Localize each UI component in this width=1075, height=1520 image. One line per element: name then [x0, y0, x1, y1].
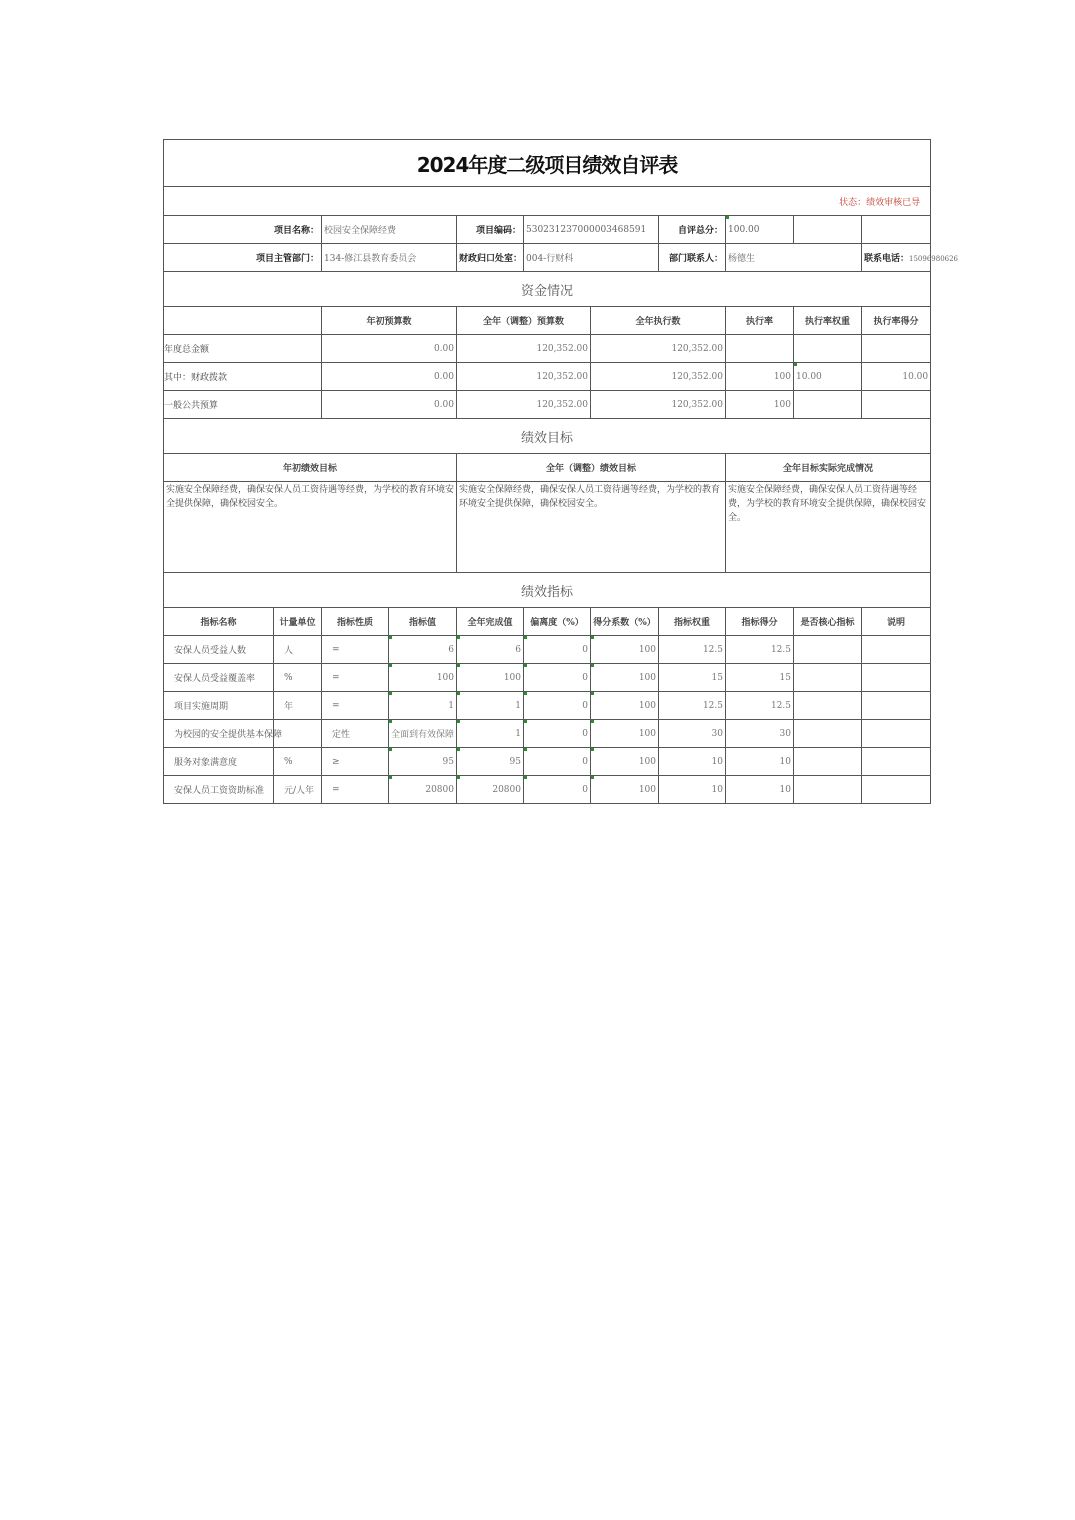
funds-cell: 0.00 — [322, 391, 457, 419]
funds-row-label: 其中：财政拨款 — [164, 363, 322, 391]
indicator-cell: 30 — [726, 720, 794, 748]
indicator-cell: % — [274, 748, 322, 776]
funds-cell: 100 — [726, 391, 794, 419]
indicator-name: 安保人员受益人数 — [164, 636, 274, 664]
indicator-header: 说明 — [862, 608, 931, 636]
phone-value — [862, 244, 959, 272]
page-title: 2024年度二级项目绩效自评表 — [164, 140, 931, 187]
indicator-name: 为校园的安全提供基本保障 — [164, 720, 274, 748]
indicator-header: 得分系数（%） — [591, 608, 659, 636]
funds-cell: 10.00 — [862, 363, 931, 391]
indicator-cell: 10 — [726, 748, 794, 776]
indicator-header: 指标性质 — [322, 608, 389, 636]
table-row — [164, 391, 931, 419]
indicator-cell: 0 — [524, 776, 591, 804]
funds-cell — [794, 391, 862, 419]
contact-value: 杨德生 — [726, 244, 862, 272]
indicator-header: 指标名称 — [164, 608, 274, 636]
indicator-cell: 100 — [591, 664, 659, 692]
indicator-header: 全年完成值 — [457, 608, 524, 636]
indicator-cell: 12.5 — [726, 636, 794, 664]
table-row — [164, 692, 931, 720]
funds-header: 年初预算数 — [322, 307, 457, 335]
phone-number: 15096980626 — [909, 255, 959, 263]
goals-header: 年初绩效目标 — [164, 454, 457, 482]
funds-cell: 100 — [726, 363, 794, 391]
funds-cell: 0.00 — [322, 335, 457, 363]
indicator-cell — [862, 692, 931, 720]
indicator-cell: 0 — [524, 692, 591, 720]
project-code-value: 530231237000003468591 — [524, 216, 659, 244]
indicator-cell: 20800 — [389, 776, 457, 804]
indicator-cell: 12.5 — [659, 692, 726, 720]
indicator-cell: 1 — [457, 720, 524, 748]
table-row — [164, 720, 931, 748]
indicator-cell: 元/人年 — [274, 776, 322, 804]
indicator-cell: 30 — [659, 720, 726, 748]
indicator-cell: 12.5 — [659, 636, 726, 664]
goal-text-actual: 实施安全保障经费，确保安保人员工资待遇等经费，为学校的教育环境安全提供保障，确保校园安全。 — [726, 482, 931, 573]
indicator-cell: 6 — [457, 636, 524, 664]
phone-label: 联系电话： — [864, 254, 910, 264]
indicator-cell: 0 — [524, 664, 591, 692]
funds-cell: 120,352.00 — [591, 363, 726, 391]
indicator-cell: = — [322, 692, 389, 720]
indicator-cell: = — [322, 776, 389, 804]
evaluation-table — [163, 139, 959, 804]
funds-cell — [726, 335, 794, 363]
indicator-cell: 定性 — [322, 720, 389, 748]
indicator-cell: 15 — [659, 664, 726, 692]
table-row — [164, 363, 931, 391]
table-row — [164, 664, 931, 692]
indicator-cell: ≥ — [322, 748, 389, 776]
goal-text-adjusted: 实施安全保障经费，确保安保人员工资待遇等经费，为学校的教育环境安全提供保障，确保校园安全。 — [457, 482, 726, 573]
funds-cell: 10.00 — [794, 363, 862, 391]
indicator-cell: 15 — [726, 664, 794, 692]
dept-label: 项目主管部门： — [164, 244, 322, 272]
indicator-cell — [862, 720, 931, 748]
funds-row-label: 一般公共预算 — [164, 391, 322, 419]
evaluation-sheet — [163, 139, 959, 804]
goals-header: 全年目标实际完成情况 — [726, 454, 931, 482]
indicator-header: 指标得分 — [726, 608, 794, 636]
table-row — [164, 636, 931, 664]
indicator-cell: 100 — [591, 748, 659, 776]
goal-text-initial: 实施安全保障经费，确保安保人员工资待遇等经费，为学校的教育环境安全提供保障，确保校园安全。 — [164, 482, 457, 573]
funds-cell: 120,352.00 — [457, 363, 591, 391]
indicators-section-title: 绩效指标 — [164, 573, 931, 608]
indicator-cell — [862, 748, 931, 776]
indicator-cell: 100 — [389, 664, 457, 692]
indicator-cell: 年 — [274, 692, 322, 720]
indicator-cell: % — [274, 664, 322, 692]
indicator-cell: = — [322, 664, 389, 692]
empty-cell — [862, 216, 931, 244]
indicator-cell: 20800 — [457, 776, 524, 804]
funds-section-title: 资金情况 — [164, 272, 931, 307]
indicator-cell — [862, 636, 931, 664]
funds-cell: 0.00 — [322, 363, 457, 391]
indicator-header: 计量单位 — [274, 608, 322, 636]
indicator-cell — [794, 720, 862, 748]
indicator-cell: 0 — [524, 636, 591, 664]
goals-section-title: 绩效目标 — [164, 419, 931, 454]
indicator-cell — [862, 664, 931, 692]
indicator-cell — [794, 748, 862, 776]
funds-cell: 120,352.00 — [591, 391, 726, 419]
indicator-cell: 全面到有效保障 — [389, 720, 457, 748]
indicator-cell: 10 — [659, 748, 726, 776]
funds-row-label: 年度总金额 — [164, 335, 322, 363]
indicator-cell: 1 — [457, 692, 524, 720]
finance-value: 004-行财科 — [524, 244, 659, 272]
funds-cell — [862, 391, 931, 419]
indicator-cell — [862, 776, 931, 804]
table-row — [164, 748, 931, 776]
indicator-cell — [794, 776, 862, 804]
indicator-name: 安保人员受益覆盖率 — [164, 664, 274, 692]
indicator-cell: 12.5 — [726, 692, 794, 720]
empty-cell — [794, 216, 862, 244]
indicator-cell: 10 — [659, 776, 726, 804]
indicator-cell: 0 — [524, 748, 591, 776]
indicator-cell — [794, 664, 862, 692]
dept-value: 134-修江县教育委员会 — [322, 244, 457, 272]
funds-header: 全年（调整）预算数 — [457, 307, 591, 335]
indicator-cell: 6 — [389, 636, 457, 664]
funds-header: 执行率得分 — [862, 307, 931, 335]
funds-header: 执行率权重 — [794, 307, 862, 335]
indicator-header: 指标权重 — [659, 608, 726, 636]
finance-label: 财政归口处室： — [457, 244, 524, 272]
indicator-header: 是否核心指标 — [794, 608, 862, 636]
self-score-label: 自评总分： — [659, 216, 726, 244]
contact-label: 部门联系人： — [659, 244, 726, 272]
funds-cell — [794, 335, 862, 363]
indicator-header: 偏离度（%） — [524, 608, 591, 636]
indicator-name: 安保人员工资资助标准 — [164, 776, 274, 804]
indicator-name: 项目实施周期 — [164, 692, 274, 720]
project-code-label: 项目编码： — [457, 216, 524, 244]
indicator-cell: 0 — [524, 720, 591, 748]
funds-header: 全年执行数 — [591, 307, 726, 335]
goals-header: 全年（调整）绩效目标 — [457, 454, 726, 482]
indicator-cell: 100 — [591, 692, 659, 720]
project-name-value: 校园安全保障经费 — [322, 216, 457, 244]
indicator-cell: = — [322, 636, 389, 664]
indicator-cell: 95 — [389, 748, 457, 776]
indicator-name: 服务对象满意度 — [164, 748, 274, 776]
self-score-value: 100.00 — [726, 216, 794, 244]
status-badge: 状态：绩效审核已导 — [164, 187, 931, 216]
indicator-cell — [794, 636, 862, 664]
indicator-cell: 100 — [591, 776, 659, 804]
indicator-cell: 95 — [457, 748, 524, 776]
funds-cell: 120,352.00 — [457, 335, 591, 363]
funds-cell: 120,352.00 — [591, 335, 726, 363]
indicator-cell: 10 — [726, 776, 794, 804]
funds-cell — [862, 335, 931, 363]
project-name-label: 项目名称： — [164, 216, 322, 244]
indicator-header: 指标值 — [389, 608, 457, 636]
table-row — [164, 776, 931, 804]
funds-cell: 120,352.00 — [457, 391, 591, 419]
indicator-cell: 100 — [591, 636, 659, 664]
indicator-cell: 人 — [274, 636, 322, 664]
indicator-cell: 1 — [389, 692, 457, 720]
funds-header — [164, 307, 322, 335]
indicator-cell: 100 — [591, 720, 659, 748]
indicator-cell — [794, 692, 862, 720]
indicator-cell: 100 — [457, 664, 524, 692]
table-row — [164, 335, 931, 363]
funds-header: 执行率 — [726, 307, 794, 335]
